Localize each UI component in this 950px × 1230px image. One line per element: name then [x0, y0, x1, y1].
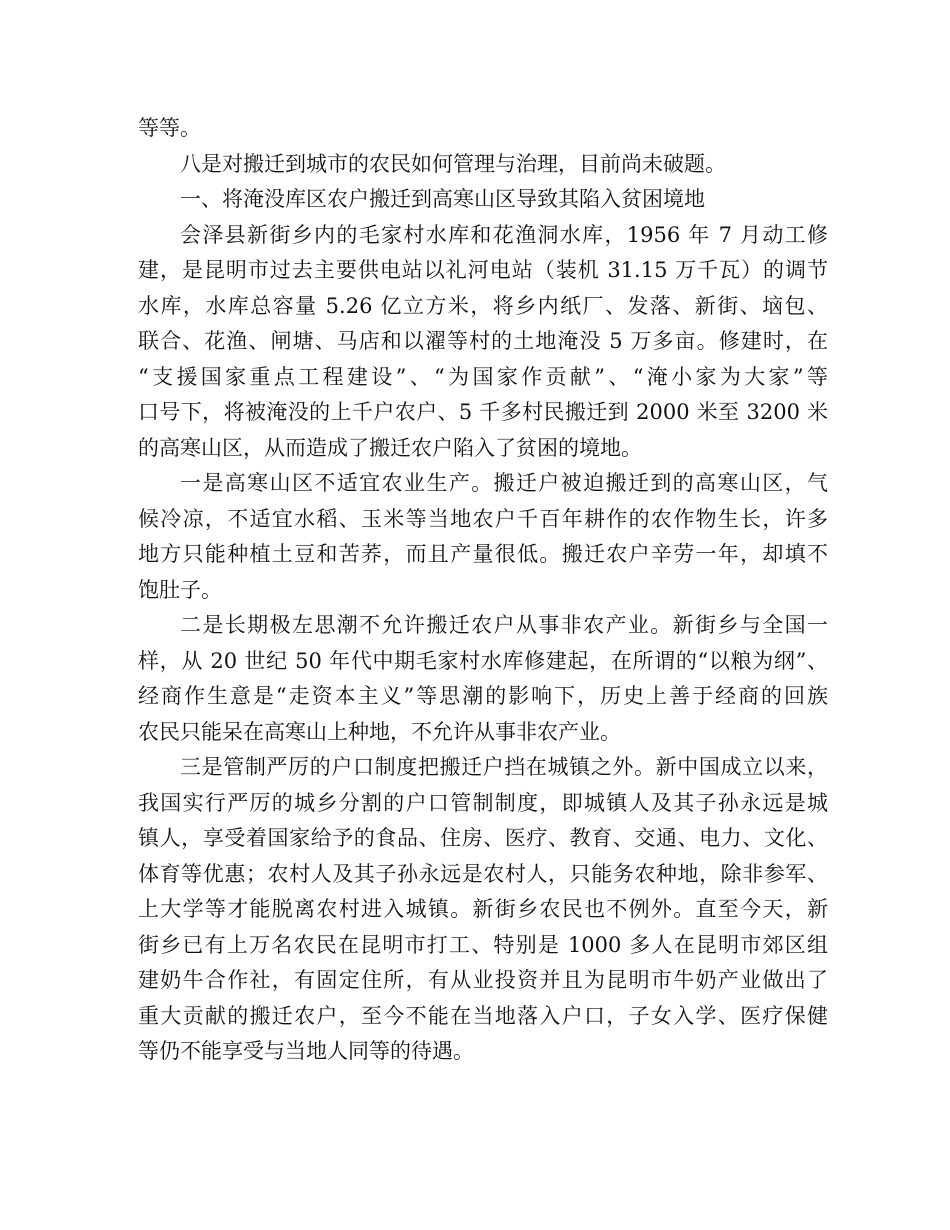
text-line: 候冷凉，不适宜水稻、玉米等当地农户千百年耕作的农作物生长，许多	[138, 506, 828, 531]
text-line: 一、将淹没库区农户搬迁到高寒山区导致其陷入贫困境地	[180, 187, 705, 211]
text-line: 水库，水库总容量 5.26 亿立方米，将乡内纸厂、发落、新街、垴包、	[138, 293, 828, 318]
text-line: 镇人，享受着国家给予的食品、住房、医疗、教育、交通、电力、文化、	[138, 826, 828, 850]
text-line: 三是管制严厉的户口制度把搬迁户挡在城镇之外。新中国成立以来，	[180, 755, 828, 779]
text-line: 体育等优惠；农村人及其子孙永远是农村人，只能务农种地，除非参军、	[138, 861, 828, 886]
text-line: 等仍不能享受与当地人同等的待遇。	[138, 1039, 474, 1063]
text-line: 二是长期极左思潮不允许搬迁农户从事非农产业。新街乡与全国一	[180, 613, 828, 637]
text-line: 的高寒山区，从而造成了搬迁农户陷入了贫困的境地。	[138, 435, 642, 460]
text-line: 街乡已有上万名农民在昆明市打工、特别是 1000 多人在昆明市郊区组	[138, 932, 828, 957]
text-line: “支援国家重点工程建设”、“为国家作贡献”、“淹小家为大家”等	[138, 364, 828, 389]
text-line: 等等。	[138, 116, 201, 140]
text-line: 农民只能呆在高寒山上种地，不允许从事非农产业。	[138, 719, 621, 744]
text-line: 口号下，将被淹没的上千户农户、5 千多村民搬迁到 2000 米至 3200 米	[138, 400, 828, 424]
text-line: 上大学等才能脱离农村进入城镇。新街乡农民也不例外。直至今天，新	[138, 897, 828, 921]
text-line: 饱肚子。	[138, 577, 222, 602]
text-line: 样，从 20 世纪 50 年代中期毛家村水库修建起，在所谓的“以粮为纲”、	[138, 648, 828, 673]
text-line: 会泽县新街乡内的毛家村水库和花渔洞水库，1956 年 7 月动工修	[180, 222, 828, 247]
text-line: 我国实行严厉的城乡分割的户口管制制度，即城镇人及其子孙永远是城	[138, 790, 828, 815]
text-line: 重大贡献的搬迁农户，至今不能在当地落入户口，子女入学、医疗保健	[138, 1003, 828, 1028]
text-line: 八是对搬迁到城市的农民如何管理与治理，目前尚未破题。	[180, 151, 726, 176]
text-line: 建奶牛合作社，有固定住所，有从业投资并且为昆明市牛奶产业做出了	[138, 968, 828, 992]
text-line: 联合、花渔、闸塘、马店和以濯等村的土地淹没 5 万多亩。修建时，在	[138, 329, 828, 353]
text-line: 地方只能种植土豆和苦荞，而且产量很低。搬迁农户辛劳一年，却填不	[138, 542, 828, 566]
text-line: 建，是昆明市过去主要供电站以礼河电站（装机 31.15 万千瓦）的调节	[138, 258, 828, 282]
body-text	[138, 111, 828, 1070]
text-line: 经商作生意是“走资本主义”等思潮的影响下，历史上善于经商的回族	[138, 684, 828, 708]
text-line: 一是高寒山区不适宜农业生产。搬迁户被迫搬迁到的高寒山区，气	[180, 471, 828, 495]
